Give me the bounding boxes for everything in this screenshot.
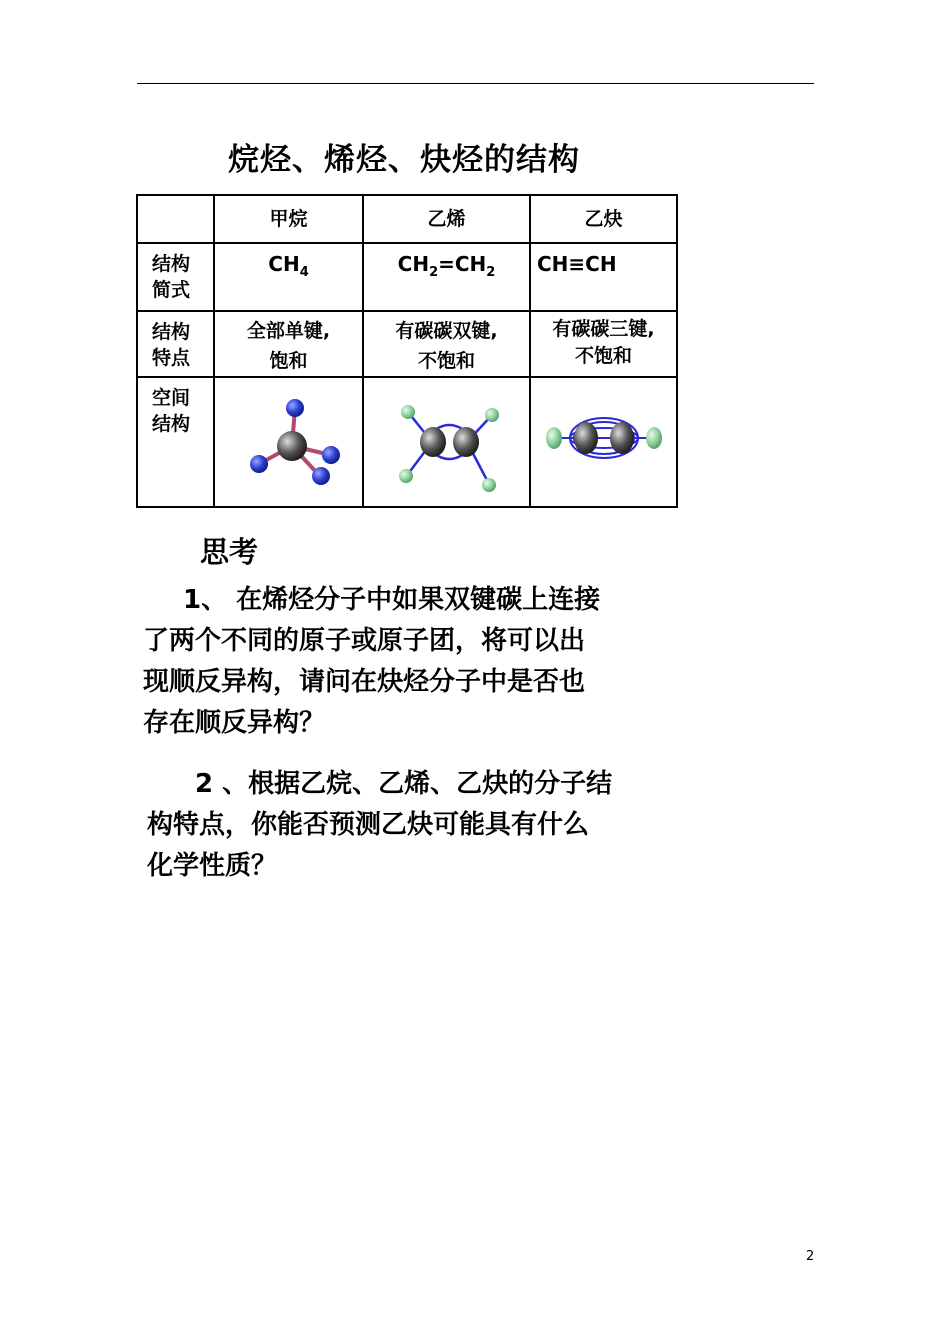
question-line	[143, 764, 683, 805]
question-number: 1	[183, 585, 202, 615]
model-methane-cell	[214, 377, 363, 507]
formula-ethylene	[363, 243, 530, 311]
row-label-space	[137, 377, 214, 507]
formula-text: CH	[268, 252, 300, 276]
page-title: 烷烃、烯烃、炔烃的结构	[228, 142, 580, 178]
feature-line: 不饱和	[574, 345, 632, 367]
page-number: 2	[806, 1249, 815, 1264]
feature-ethylene	[363, 311, 530, 377]
header-ethylene: 乙烯	[363, 195, 530, 243]
formula-subscript: 4	[299, 265, 309, 280]
feature-line: 不饱和	[417, 350, 475, 372]
row-label-line: 特点	[152, 347, 191, 369]
think-heading: 思考	[200, 535, 259, 569]
table-corner-cell	[137, 195, 214, 243]
question-line: 化学性质？	[147, 851, 278, 881]
question-line: 了两个不同的原子或原子团，将可以出	[143, 626, 586, 656]
question-2	[143, 764, 683, 887]
formula-text: =CH	[438, 252, 487, 276]
header-acetylene: 乙炔	[530, 195, 677, 243]
feature-line: 饱和	[269, 350, 308, 372]
feature-methane	[214, 311, 363, 377]
header-methane: 甲烷	[214, 195, 363, 243]
row-label-line: 结构	[152, 413, 191, 435]
formula-subscript: 2	[429, 265, 439, 280]
formula-subscript: 2	[486, 265, 496, 280]
model-ethylene-cell	[363, 377, 530, 507]
model-acetylene-cell	[530, 377, 677, 507]
question-line	[143, 580, 683, 621]
feature-acetylene	[530, 311, 677, 377]
acetylene-model-image	[534, 380, 674, 500]
question-number: 2	[195, 769, 214, 799]
row-label-feature	[137, 311, 214, 377]
feature-line: 有碳碳三键,	[552, 318, 655, 340]
row-label-formula	[137, 243, 214, 311]
formula-text: CH	[397, 252, 430, 276]
row-label-line: 结构	[152, 321, 191, 343]
question-1	[143, 580, 683, 744]
row-label-line: 简式	[152, 279, 191, 301]
question-text: 、 在烯烃分子中如果双键碳上连接	[201, 585, 601, 615]
row-label-line: 空间	[152, 387, 191, 409]
feature-line: 有碳碳双键,	[395, 320, 498, 342]
ethylene-model-image	[367, 380, 527, 500]
question-text: 、根据乙烷、乙烯、乙炔的分子结	[213, 769, 613, 799]
formula-methane	[214, 243, 363, 311]
methane-model-image	[219, 380, 359, 500]
header-rule	[137, 83, 814, 84]
question-line: 构特点，你能否预测乙炔可能具有什么	[147, 810, 590, 840]
row-label-line: 结构	[152, 253, 191, 275]
question-line: 现顺反异构，请问在炔烃分子中是否也	[143, 667, 586, 697]
question-line: 存在顺反异构？	[143, 708, 326, 738]
comparison-table	[136, 194, 678, 508]
formula-acetylene: CH≡CH	[530, 243, 677, 311]
feature-line: 全部单键,	[246, 320, 331, 342]
